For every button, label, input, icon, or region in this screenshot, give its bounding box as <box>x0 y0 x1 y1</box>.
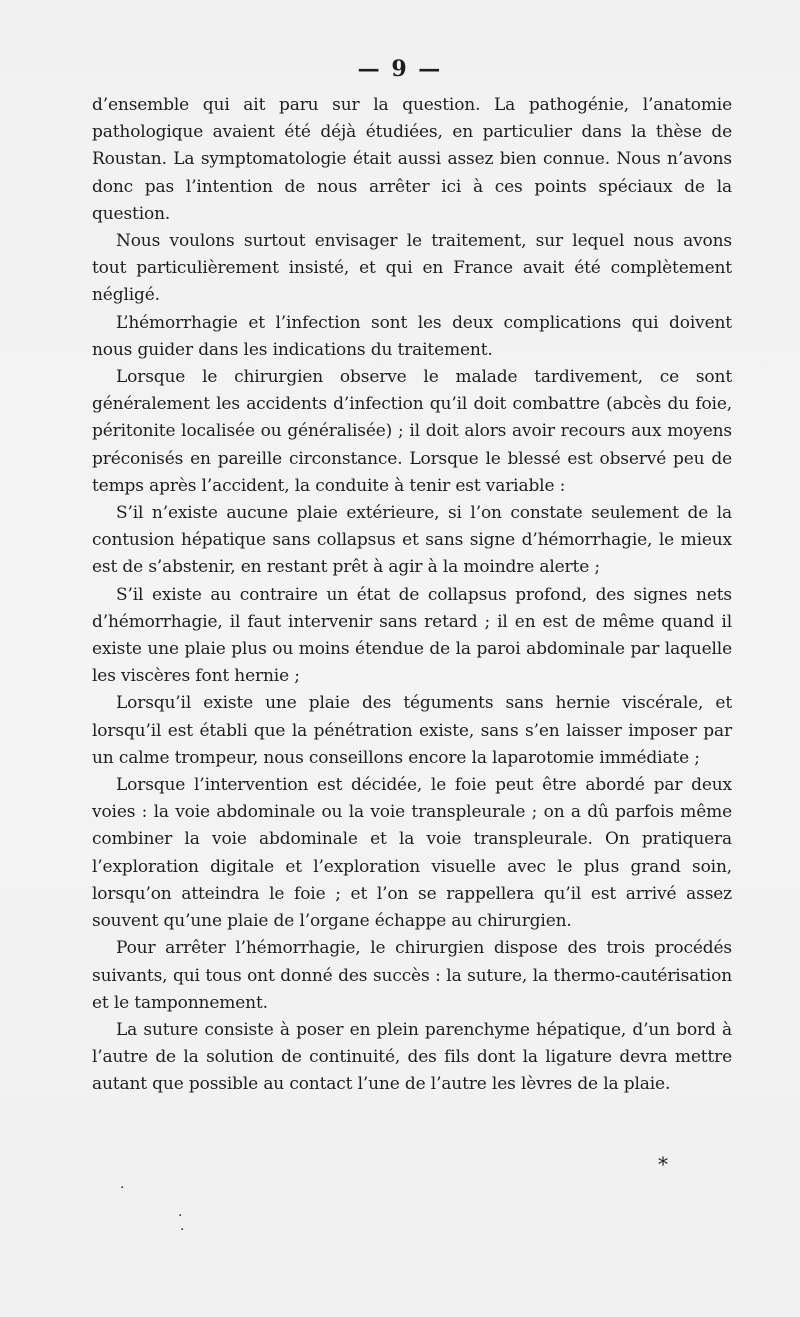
paragraph: Lorsque le chirurgien observe le malade tardivement, ce sont généralement les accidents d’infection qu’il doit combattre (abcès du foie, péritonite localisée ou généralisée) ; il doit alors avoir recours aux moyens préconisés en pareille circonstance. Lorsque le blessé est observé peu de temps après l’accident, la conduite à tenir est variable : <box>92 367 732 496</box>
paragraph: S’il existe au contraire un état de collapsus profond, des signes nets d’hémorrhagie, il faut intervenir sans retard ; il en est de même quand il existe une plaie plus ou moins étendue de la paroi abdominale par laquelle les viscères font hernie ; <box>92 584 732 687</box>
paragraph: S’il n’existe aucune plaie extérieure, si l’on constate seulement de la contusion hépatique sans collapsus et sans signe d’hémorrhagie, le mieux est de s’abstenir, en restant prêt à agir à la moindre alerte ; <box>92 503 732 578</box>
page-number: — 9 — <box>357 56 443 82</box>
paragraph: L’hémorrhagie et l’infection sont les deux complications qui doivent nous guider dans les indications du traitement. <box>92 312 732 360</box>
margin-mark: * <box>658 1152 668 1176</box>
paragraph: La suture consiste à poser en plein parenchyme hépatique, d’un bord à l’autre de la solution de continuité, des fils dont la ligature devra mettre autant que possible au contact l’une de l’autre les lèvres de la plaie. <box>92 1019 732 1095</box>
paragraph: Nous voulons surtout envisager le traitement, sur lequel nous avons tout particulièrement insisté, et qui en France avait été complètement négligé. <box>92 231 732 306</box>
paragraph: Pour arrêter l’hémorrhagie, le chirurgien dispose des trois procédés suivants, qui tous ont donné des succès : la suture, la thermo-cautérisation et le tamponnement. <box>92 938 732 1013</box>
paragraph-continuation: d’ensemble qui ait paru sur la question. La pathogénie, l’anatomie pathologique avaient été déjà étudiées, en particulier dans la thèse de Roustan. La symptomatologie était aussi assez bien connue. Nous n’avons donc pas l’intention de nous arrêter ici à ces points spéciaux de la question. <box>92 95 732 224</box>
ink-speck: · <box>178 1208 183 1224</box>
paragraph: Lorsque l’intervention est décidée, le foie peut être abordé par deux voies : la voie abdominale ou la voie transpleurale ; on a dû parfois même combiner la voie abdominale et la voie transpleurale. On pratiquera l’exploration digitale et l’exploration visuelle avec le plus grand soin, lorsqu’on atteindra le foie ; et l’on se rappellera qu’il est arrivé assez souvent qu’une plaie de l’organe échappe au chirurgien. <box>92 775 732 932</box>
ink-speck: · <box>180 1222 185 1238</box>
body-text <box>92 92 732 1099</box>
paragraph: Lorsqu’il existe une plaie des téguments sans hernie viscérale, et lorsqu’il est établi que la pénétration existe, sans s’en laisser imposer par un calme trompeur, nous conseillons encore la laparotomie immédiate ; <box>92 693 732 768</box>
ink-speck: · <box>120 1180 125 1196</box>
